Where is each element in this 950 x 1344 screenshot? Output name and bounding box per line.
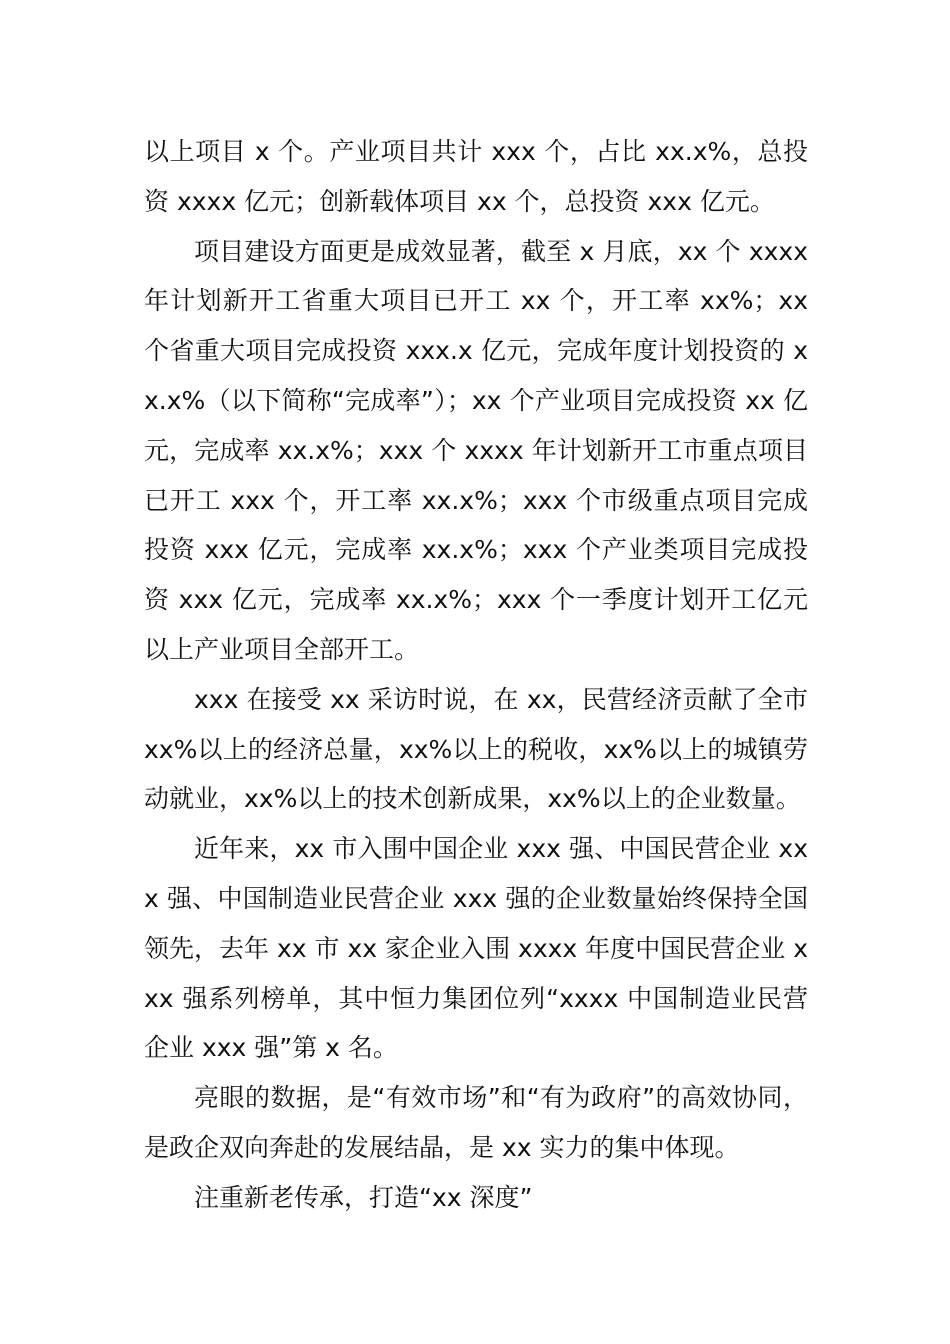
paragraph-continuation: 以上项目 x 个。产业项目共计 xxx 个，占比 xx.x%，总投资 xxxx 亿元；创新载体项目 xx 个，总投资 xxx 亿元。 (144, 137, 808, 216)
paragraph-data-summary: 亮眼的数据，是“有效市场”和“有为政府”的高效协同，是政企双向奔赴的发展结晶，是 xx 实力的集中体现。 (144, 1083, 808, 1162)
paragraph-enterprise-rankings: 近年来，xx 市入围中国企业 xxx 强、中国民营企业 xxx 强、中国制造业民营企业 xxx 强的企业数量始终保持全国领先，去年 xx 市 xx 家企业入围 xxxx 年度中国民营企业 xxx 强系列榜单，其中恒力集团位列“xxxx 中国制造业民营企业 xxx 强”第 x 名。 (144, 834, 808, 1063)
paragraph-project-construction: 项目建设方面更是成效显著，截至 x 月底，xx 个 xxxx 年计划新开工省重大项目已开工 xx 个，开工率 xx%；xx 个省重大项目完成投资 xxx.x 亿元，完成年度计划投资的 xx.x%（以下简称“完成率”）；xx 个产业项目完成投资 xx 亿元，完成率 xx.x%；xxx 个 xxxx 年计划新开工市重点项目已开工 xxx 个，开工率 xx.x%；xxx 个市级重点项目完成投资 xxx 亿元，完成率 xx.x%；xxx 个产业类项目完成投资 xxx 亿元，完成率 xx.x%；xxx 个一季度计划开工亿元以上产业项目全部开工。 (144, 236, 808, 664)
document-body (144, 127, 808, 1223)
section-heading: 注重新老传承，打造“xx 深度” (194, 1182, 533, 1212)
paragraph-private-economy: xxx 在接受 xx 采访时说，在 xx，民营经济贡献了全市 xx%以上的经济总量，xx%以上的税收，xx%以上的城镇劳动就业，xx%以上的技术创新成果，xx%以上的企业数量。 (144, 684, 808, 814)
